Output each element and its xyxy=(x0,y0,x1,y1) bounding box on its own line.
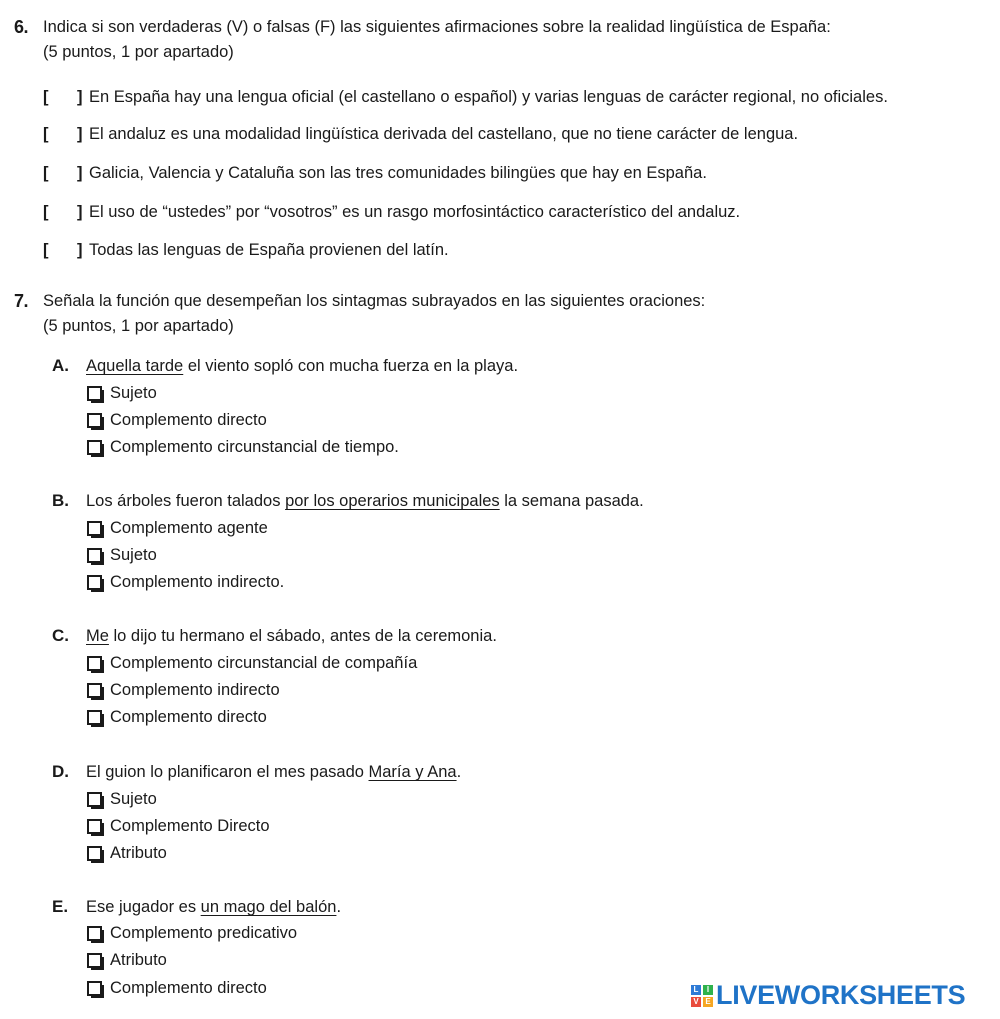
sentence-part: . xyxy=(336,898,342,916)
option-checkbox[interactable] xyxy=(87,543,157,567)
liveworksheets-logo xyxy=(691,980,965,1011)
checkbox-icon[interactable] xyxy=(87,656,102,671)
subquestion-sentence xyxy=(86,760,461,784)
option-label: Atributo xyxy=(110,951,167,969)
checkbox-icon[interactable] xyxy=(87,953,102,968)
question-6-number: 6. xyxy=(14,17,29,37)
question-6-points: (5 puntos, 1 por apartado) xyxy=(43,43,234,61)
checkbox-icon[interactable] xyxy=(87,710,102,725)
checkbox-icon[interactable] xyxy=(87,440,102,455)
option-checkbox[interactable] xyxy=(87,651,417,675)
option-label: Complemento directo xyxy=(110,708,267,726)
option-checkbox[interactable] xyxy=(87,705,267,729)
option-checkbox[interactable] xyxy=(87,435,399,459)
true-false-item xyxy=(43,237,449,263)
option-checkbox[interactable] xyxy=(87,381,157,405)
option-checkbox[interactable] xyxy=(87,921,297,945)
underlined-phrase: por los operarios municipales xyxy=(285,492,500,510)
option-checkbox[interactable] xyxy=(87,814,270,838)
true-false-statement: El andaluz es una modalidad lingüística derivada del castellano, que no tiene carácter de lengua. xyxy=(89,125,799,143)
underlined-phrase: un mago del balón xyxy=(200,898,337,916)
liveworksheets-mark-icon xyxy=(691,985,713,1007)
subquestion-letter: C. xyxy=(52,626,69,645)
option-checkbox[interactable] xyxy=(87,841,167,865)
option-checkbox[interactable] xyxy=(87,408,267,432)
checkbox-icon[interactable] xyxy=(87,819,102,834)
checkbox-icon[interactable] xyxy=(87,926,102,941)
true-false-statement: Galicia, Valencia y Cataluña son las tres comunidades bilingües que hay en España. xyxy=(89,164,707,182)
option-label: Complemento predicativo xyxy=(110,924,298,942)
sentence-part: el viento sopló con mucha fuerza en la playa. xyxy=(183,357,519,375)
option-label: Complemento directo xyxy=(110,979,267,997)
checkbox-icon[interactable] xyxy=(87,521,102,536)
subquestion-letter: B. xyxy=(52,491,69,510)
checkbox-icon[interactable] xyxy=(87,846,102,861)
subquestion-sentence xyxy=(86,489,644,513)
checkbox-icon[interactable] xyxy=(87,792,102,807)
sentence-part: Los árboles fueron talados xyxy=(86,492,286,510)
checkbox-icon[interactable] xyxy=(87,575,102,590)
option-label: Complemento circunstancial de compañía xyxy=(110,654,418,672)
question-7-points: (5 puntos, 1 por apartado) xyxy=(43,317,234,335)
question-7-number: 7. xyxy=(14,291,29,311)
sentence-part: Ese jugador es xyxy=(86,898,201,916)
answer-bracket-open[interactable]: [ xyxy=(43,241,49,259)
option-label: Sujeto xyxy=(110,384,157,402)
option-label: Complemento circunstancial de tiempo. xyxy=(110,438,399,456)
checkbox-icon[interactable] xyxy=(87,548,102,563)
subquestion-sentence xyxy=(86,895,341,919)
option-checkbox[interactable] xyxy=(87,516,268,540)
underlined-phrase: Aquella tarde xyxy=(86,357,184,375)
sentence-part: lo dijo tu hermano el sábado, antes de la ceremonia. xyxy=(108,627,497,645)
option-label: Sujeto xyxy=(110,790,157,808)
subquestion-sentence xyxy=(86,624,497,648)
subquestion-sentence xyxy=(86,354,518,378)
checkbox-icon[interactable] xyxy=(87,683,102,698)
mark-letter: L xyxy=(691,985,701,995)
sentence-part: la semana pasada. xyxy=(499,492,644,510)
true-false-statement: Todas las lenguas de España provienen del latín. xyxy=(89,241,449,259)
answer-bracket-open[interactable]: [ xyxy=(43,88,49,106)
answer-bracket-open[interactable]: [ xyxy=(43,125,49,143)
true-false-item xyxy=(43,199,740,225)
answer-bracket-close: ] xyxy=(77,203,83,221)
answer-bracket-close: ] xyxy=(77,241,83,259)
option-checkbox[interactable] xyxy=(87,787,157,811)
true-false-item xyxy=(43,121,798,147)
option-checkbox[interactable] xyxy=(87,976,267,1000)
mark-letter: I xyxy=(703,985,713,995)
sentence-part: . xyxy=(456,763,462,781)
subquestion-letter: D. xyxy=(52,762,69,781)
option-label: Atributo xyxy=(110,844,167,862)
answer-bracket-close: ] xyxy=(77,88,83,106)
sentence-part: El guion lo planificaron el mes pasado xyxy=(86,763,369,781)
answer-bracket-close: ] xyxy=(77,125,83,143)
option-checkbox[interactable] xyxy=(87,570,284,594)
answer-bracket-open[interactable]: [ xyxy=(43,164,49,182)
option-label: Sujeto xyxy=(110,546,157,564)
option-label: Complemento indirecto xyxy=(110,681,280,699)
mark-letter: V xyxy=(691,997,701,1007)
checkbox-icon[interactable] xyxy=(87,413,102,428)
option-label: Complemento indirecto. xyxy=(110,573,285,591)
checkbox-icon[interactable] xyxy=(87,981,102,996)
liveworksheets-wordmark: LIVEWORKSHEETS xyxy=(716,980,966,1010)
option-checkbox[interactable] xyxy=(87,948,167,972)
option-label: Complemento Directo xyxy=(110,817,270,835)
true-false-item xyxy=(43,160,707,186)
question-7-prompt: Señala la función que desempeñan los sintagmas subrayados en las siguientes oraciones: xyxy=(43,292,706,310)
answer-bracket-open[interactable]: [ xyxy=(43,203,49,221)
true-false-item xyxy=(43,84,888,110)
subquestion-letter: A. xyxy=(52,356,69,375)
checkbox-icon[interactable] xyxy=(87,386,102,401)
subquestion-letter: E. xyxy=(52,897,69,916)
true-false-statement: El uso de “ustedes” por “vosotros” es un rasgo morfosintáctico característico del andaluz. xyxy=(89,203,741,221)
option-label: Complemento directo xyxy=(110,411,267,429)
option-label: Complemento agente xyxy=(110,519,268,537)
option-checkbox[interactable] xyxy=(87,678,280,702)
underlined-phrase: María y Ana xyxy=(368,763,457,781)
mark-letter: E xyxy=(703,997,713,1007)
question-6-prompt: Indica si son verdaderas (V) o falsas (F) las siguientes afirmaciones sobre la realidad lingüística de España: xyxy=(43,18,831,36)
true-false-statement: En España hay una lengua oficial (el castellano o español) y varias lenguas de carácter regional, no oficiales. xyxy=(89,88,888,106)
underlined-phrase: Me xyxy=(86,627,109,645)
answer-bracket-close: ] xyxy=(77,164,83,182)
